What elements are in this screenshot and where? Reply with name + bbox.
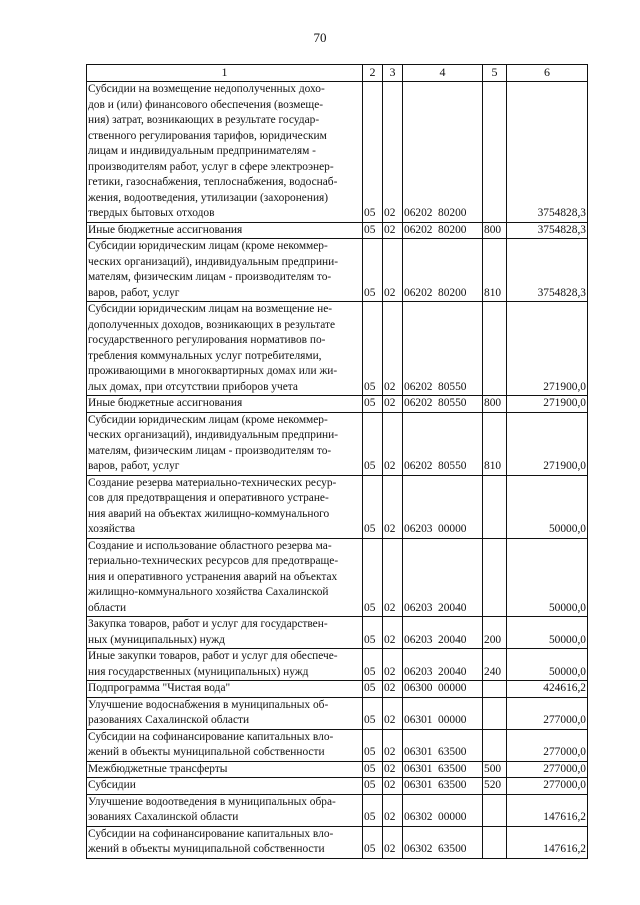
expense-type-code: 500: [483, 761, 507, 778]
direction-code: 80200: [438, 207, 467, 219]
amount: 271900,0: [507, 412, 588, 475]
table-row: [87, 794, 588, 826]
program-code: 06203: [404, 601, 433, 614]
program-code: 06300: [404, 682, 433, 694]
row-description: [87, 826, 363, 858]
description-line: Субсидии на возмещение недополученных дохо-: [88, 83, 325, 95]
description-line: проживающими в многоквартирных домах или жи-: [88, 365, 338, 377]
column-header-2: 2: [363, 65, 383, 82]
subsection-code: 02: [383, 475, 403, 538]
page-number: 70: [313, 30, 327, 45]
description-line: Создание и использование областного резерва ма-: [88, 539, 332, 552]
description-line: ния государственных (муниципальных) нужд: [88, 665, 309, 678]
program-code: 06301: [404, 779, 433, 791]
subsection-code: 02: [383, 794, 403, 826]
column-header-3: 3: [383, 65, 403, 82]
description-line: Подпрограмма "Чистая вода": [88, 682, 231, 694]
subsection-code: 02: [383, 826, 403, 858]
column-header-1: 1: [87, 65, 363, 82]
row-description: [87, 396, 363, 413]
program-code: 06202: [404, 286, 433, 299]
amount: 147616,2: [507, 826, 588, 858]
program-code: 06302: [404, 811, 433, 823]
table-row: [87, 302, 588, 396]
direction-code: 63500: [438, 843, 467, 855]
target-article-code: [403, 396, 483, 413]
description-line: ния аварий на объектах жилищно-коммунального: [88, 507, 330, 520]
expense-type-code: [483, 697, 507, 729]
table-row: [87, 538, 588, 617]
direction-code: 80550: [438, 380, 467, 393]
target-article-code: [403, 697, 483, 729]
section-code: 05: [363, 396, 383, 413]
description-line: Субсидии: [88, 779, 136, 791]
direction-code: 63500: [438, 779, 467, 791]
direction-code: 00000: [438, 682, 467, 694]
section-code: 05: [363, 239, 383, 302]
amount: 277000,0: [507, 697, 588, 729]
direction-code: 63500: [438, 746, 467, 758]
amount: 50000,0: [507, 475, 588, 538]
amount: 424616,2: [507, 681, 588, 698]
table-row: [87, 412, 588, 475]
section-code: 05: [363, 82, 383, 223]
description-line: Закупка товаров, работ и услуг для государствен-: [88, 618, 328, 630]
subsection-code: 02: [383, 239, 403, 302]
amount: 3754828,3: [507, 222, 588, 239]
target-article-code: [403, 778, 483, 795]
direction-code: 80200: [438, 286, 467, 299]
description-line: требления коммунальных услуг потребителями,: [88, 349, 322, 362]
program-code: 06203: [404, 633, 433, 646]
amount: 50000,0: [507, 538, 588, 617]
target-article-code: [403, 729, 483, 761]
section-code: 05: [363, 761, 383, 778]
description-line: мателям, физическим лицам - производителям то-: [88, 444, 332, 457]
section-code: 05: [363, 778, 383, 795]
target-article-code: [403, 239, 483, 302]
description-line: хозяйства: [88, 523, 136, 535]
expense-type-code: [483, 826, 507, 858]
direction-code: 80200: [438, 223, 467, 236]
row-description: [87, 681, 363, 698]
program-code: 06202: [404, 397, 433, 409]
expense-type-code: 520: [483, 778, 507, 795]
amount: 3754828,3: [507, 82, 588, 223]
description-line: производителям работ, услуг в сфере электроэнер-: [88, 160, 334, 173]
amount: 277000,0: [507, 778, 588, 795]
description-line: ческих организаций), индивидуальным предприни-: [88, 429, 339, 441]
section-code: 05: [363, 538, 383, 617]
section-code: 05: [363, 681, 383, 698]
table-row: [87, 697, 588, 729]
section-code: 05: [363, 412, 383, 475]
section-code: 05: [363, 649, 383, 681]
section-code: 05: [363, 475, 383, 538]
target-article-code: [403, 82, 483, 223]
description-line: твердых бытовых отходов: [88, 207, 215, 219]
description-line: варов, работ, услуг: [88, 286, 180, 299]
amount: 50000,0: [507, 617, 588, 649]
column-header-4: 4: [403, 65, 483, 82]
program-code: 06202: [404, 223, 433, 236]
subsection-code: 02: [383, 222, 403, 239]
subsection-code: 02: [383, 761, 403, 778]
target-article-code: [403, 617, 483, 649]
table-row: [87, 649, 588, 681]
description-line: жилищно-коммунального хозяйства Сахалинской: [88, 586, 329, 598]
description-line: ственного регулирования тарифов, юридическим: [88, 129, 327, 142]
description-line: териально-технических ресурсов для предотвраще-: [88, 555, 339, 567]
subsection-code: 02: [383, 649, 403, 681]
table-row: [87, 222, 588, 239]
program-code: 06203: [404, 523, 433, 535]
table-row: [87, 396, 588, 413]
program-code: 06203: [404, 665, 433, 678]
table-row: [87, 681, 588, 698]
description-line: мателям, физическим лицам - производителям то-: [88, 271, 332, 283]
description-line: зованиях Сахалинской области: [88, 811, 239, 823]
row-description: [87, 649, 363, 681]
description-line: жений в объекты муниципальной собственности: [88, 746, 325, 758]
expense-type-code: 800: [483, 222, 507, 239]
expense-type-code: [483, 729, 507, 761]
row-description: [87, 729, 363, 761]
expense-type-code: 810: [483, 412, 507, 475]
subsection-code: 02: [383, 729, 403, 761]
section-code: 05: [363, 617, 383, 649]
program-code: 06301: [404, 746, 433, 758]
row-description: [87, 239, 363, 302]
expense-type-code: 810: [483, 239, 507, 302]
description-line: Межбюджетные трансферты: [88, 762, 228, 775]
description-line: ния) затрат, возникающих в результате государ-: [88, 114, 320, 126]
description-line: Субсидии юридическим лицам (кроме некоммер-: [88, 413, 328, 426]
description-line: Улучшение водоотведения в муниципальных обра-: [88, 795, 336, 808]
row-description: [87, 538, 363, 617]
expense-type-code: [483, 82, 507, 223]
target-article-code: [403, 761, 483, 778]
table-row: [87, 239, 588, 302]
expense-type-code: [483, 681, 507, 698]
subsection-code: 02: [383, 681, 403, 698]
direction-code: 80550: [438, 397, 467, 409]
row-description: [87, 794, 363, 826]
direction-code: 80550: [438, 460, 467, 472]
direction-code: 63500: [438, 762, 467, 775]
description-line: разованиях Сахалинской области: [88, 714, 250, 726]
row-description: [87, 82, 363, 223]
table-body: [87, 82, 588, 859]
description-line: ния и оперативного устранения аварий на объектах: [88, 570, 338, 583]
subsection-code: 02: [383, 82, 403, 223]
description-line: Иные бюджетные ассигнования: [88, 223, 243, 236]
expense-type-code: [483, 302, 507, 396]
section-code: 05: [363, 794, 383, 826]
table-row: [87, 617, 588, 649]
expense-type-code: 200: [483, 617, 507, 649]
description-line: сов для предотвращения и оперативного устране-: [88, 492, 329, 504]
section-code: 05: [363, 697, 383, 729]
target-article-code: [403, 681, 483, 698]
row-description: [87, 412, 363, 475]
target-article-code: [403, 475, 483, 538]
budget-table: [86, 64, 588, 859]
description-line: лицам и индивидуальным предпринимателям -: [88, 145, 316, 157]
row-description: [87, 761, 363, 778]
table-row: [87, 475, 588, 538]
section-code: 05: [363, 729, 383, 761]
direction-code: 00000: [438, 714, 467, 726]
description-line: Субсидии на софинансирование капитальных вло-: [88, 827, 334, 840]
description-line: Улучшение водоснабжения в муниципальных об-: [88, 698, 329, 711]
program-code: 06202: [404, 207, 433, 219]
row-description: [87, 475, 363, 538]
subsection-code: 02: [383, 697, 403, 729]
expense-type-code: [483, 475, 507, 538]
description-line: Субсидии юридическим лицам (кроме некоммер-: [88, 240, 328, 252]
target-article-code: [403, 826, 483, 858]
section-code: 05: [363, 302, 383, 396]
expense-type-code: 240: [483, 649, 507, 681]
direction-code: 00000: [438, 523, 467, 535]
program-code: 06202: [404, 380, 433, 393]
subsection-code: 02: [383, 412, 403, 475]
amount: 271900,0: [507, 302, 588, 396]
expense-type-code: [483, 794, 507, 826]
description-line: гетики, газоснабжения, теплоснабжения, водоснаб-: [88, 176, 338, 188]
description-line: лых домах, при отсутствии приборов учета: [88, 380, 298, 393]
description-line: Иные бюджетные ассигнования: [88, 397, 243, 409]
row-description: [87, 617, 363, 649]
column-header-5: 5: [483, 65, 507, 82]
subsection-code: 02: [383, 778, 403, 795]
description-line: ных (муниципальных) нужд: [88, 633, 225, 646]
amount: 277000,0: [507, 729, 588, 761]
amount: 271900,0: [507, 396, 588, 413]
description-line: области: [88, 601, 127, 614]
description-line: Субсидии на софинансирование капитальных вло-: [88, 730, 334, 743]
subsection-code: 02: [383, 302, 403, 396]
program-code: 06302: [404, 843, 433, 855]
direction-code: 20040: [438, 601, 467, 614]
direction-code: 20040: [438, 633, 467, 646]
target-article-code: [403, 649, 483, 681]
table-row: [87, 761, 588, 778]
table-row: [87, 826, 588, 858]
target-article-code: [403, 538, 483, 617]
description-line: дополученных доходов, возникающих в результате: [88, 318, 336, 331]
expense-type-code: [483, 538, 507, 617]
description-line: Иные закупки товаров, работ и услуг для обеспече-: [88, 650, 338, 662]
row-description: [87, 697, 363, 729]
subsection-code: 02: [383, 538, 403, 617]
direction-code: 20040: [438, 665, 467, 678]
target-article-code: [403, 222, 483, 239]
section-code: 05: [363, 826, 383, 858]
program-code: 06301: [404, 714, 433, 726]
amount: 277000,0: [507, 761, 588, 778]
table-header-row: [87, 65, 588, 82]
target-article-code: [403, 412, 483, 475]
table-row: [87, 778, 588, 795]
description-line: Создание резерва материально-технических ресур-: [88, 476, 337, 489]
target-article-code: [403, 794, 483, 826]
section-code: 05: [363, 222, 383, 239]
expense-type-code: 800: [483, 396, 507, 413]
amount: 3754828,3: [507, 239, 588, 302]
subsection-code: 02: [383, 617, 403, 649]
program-code: 06301: [404, 762, 433, 775]
row-description: [87, 778, 363, 795]
description-line: варов, работ, услуг: [88, 460, 180, 472]
description-line: Субсидии юридическим лицам на возмещение не-: [88, 303, 333, 315]
row-description: [87, 222, 363, 239]
description-line: дов и (или) финансового обеспечения (возмеще-: [88, 98, 324, 111]
row-description: [87, 302, 363, 396]
amount: 147616,2: [507, 794, 588, 826]
program-code: 06202: [404, 460, 433, 472]
target-article-code: [403, 302, 483, 396]
description-line: ческих организаций), индивидуальным предприни-: [88, 255, 339, 268]
subsection-code: 02: [383, 396, 403, 413]
column-header-6: 6: [507, 65, 588, 82]
amount: 50000,0: [507, 649, 588, 681]
table-row: [87, 82, 588, 223]
description-line: жений в объекты муниципальной собственности: [88, 843, 325, 855]
description-line: жения, водоотведения, утилизации (захоронения): [88, 191, 329, 204]
table-row: [87, 729, 588, 761]
direction-code: 00000: [438, 811, 467, 823]
description-line: государственного регулирования нормативов по-: [88, 334, 326, 346]
